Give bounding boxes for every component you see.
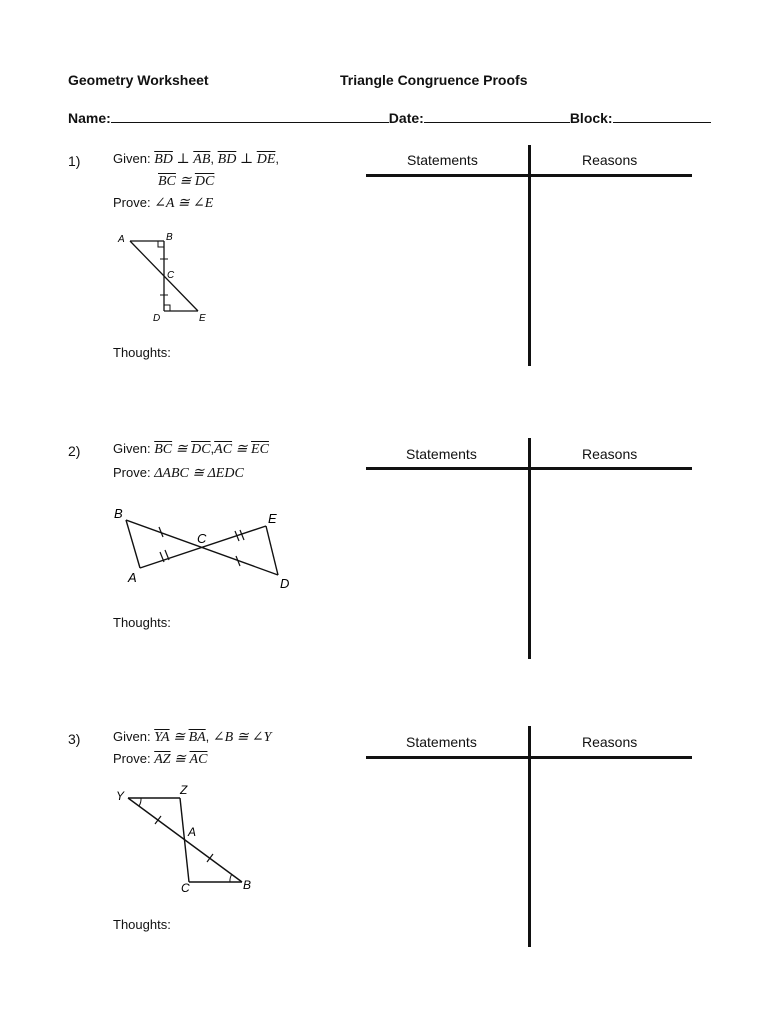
segment-az: $\overline{AZ}$	[154, 752, 171, 767]
problem-3-reasons-header: Reasons	[582, 734, 638, 750]
point-label-e: E	[268, 511, 277, 526]
point-label-d: D	[153, 313, 161, 324]
point-label-y: Y	[116, 789, 125, 803]
problem-1-given-line2	[158, 173, 214, 190]
point-label-a: A	[128, 570, 137, 585]
angle-arc-b	[230, 874, 232, 882]
date-label: Date:	[388, 110, 424, 126]
problem-1-reasons-header: Reasons	[582, 152, 638, 168]
segment-ed-line	[266, 526, 278, 575]
problem-3-statements-area[interactable]	[366, 762, 526, 946]
problem-3-thoughts: Thoughts:	[113, 917, 171, 932]
name-blank[interactable]	[111, 110, 389, 123]
prove-label: Prove:	[113, 195, 151, 210]
problem-2-reasons-header: Reasons	[582, 446, 638, 462]
prove-statement: ΔABC ≅ ΔEDC	[154, 466, 244, 481]
segment-dc: $\overline{DC}$	[194, 174, 215, 189]
problem-2-number: 2)	[68, 443, 81, 459]
problem-1-table-divider	[528, 145, 531, 366]
given-label: Given:	[113, 441, 151, 456]
problem-3-diagram	[110, 780, 260, 895]
block-label: Block:	[569, 110, 613, 126]
problem-1-reasons-area[interactable]	[533, 180, 691, 364]
segment-zc-line	[180, 798, 189, 882]
comma: ,	[210, 441, 215, 456]
problem-2-diagram	[108, 500, 298, 595]
problem-1-statements-header: Statements	[407, 152, 478, 168]
date-blank[interactable]	[424, 110, 570, 123]
problem-3-reasons-area[interactable]	[533, 762, 691, 946]
segment-bc: $\overline{BC}$	[158, 174, 176, 189]
given-label: Given:	[113, 151, 151, 166]
point-label-e: E	[199, 313, 206, 324]
given-angles: ∠B ≅ ∠Y	[212, 730, 272, 745]
point-label-b: B	[243, 878, 252, 892]
congruent-symbol: ≅	[179, 174, 192, 189]
segment-bc: $\overline{BC}$	[154, 442, 173, 457]
point-label-b: B	[166, 232, 173, 243]
point-label-c: C	[197, 531, 207, 546]
congruent-symbol: ≅	[175, 442, 188, 457]
problem-3-given	[113, 729, 271, 746]
segment-ba-line	[126, 520, 140, 568]
block-blank[interactable]	[613, 110, 711, 123]
problem-3-prove	[113, 751, 207, 768]
point-label-d: D	[280, 576, 290, 591]
point-label-z: Z	[180, 783, 188, 797]
problem-3-statements-header: Statements	[406, 734, 477, 750]
comma: ,	[210, 151, 215, 166]
segment-ec: $\overline{EC}$	[251, 442, 269, 457]
right-angle-mark	[164, 305, 170, 311]
right-angle-mark	[158, 241, 164, 247]
given-label: Given:	[113, 729, 151, 744]
prove-label: Prove:	[113, 751, 151, 766]
problem-2-reasons-area[interactable]	[533, 473, 691, 657]
prove-statement: ∠A ≅ ∠E	[154, 196, 214, 211]
segment-bd: $\overline{BD}$	[154, 152, 173, 167]
segment-ab: $\overline{AB}$	[193, 152, 211, 167]
problem-1-statements-area[interactable]	[366, 180, 526, 364]
problem-1-number: 1)	[68, 153, 81, 169]
segment-bd: $\overline{BD}$	[217, 152, 237, 167]
segment-ba: $\overline{BA}$	[188, 730, 206, 745]
problem-2-statements-header: Statements	[406, 446, 477, 462]
prove-label: Prove:	[113, 465, 151, 480]
comma: ,	[205, 729, 210, 744]
point-label-a: A	[118, 234, 125, 245]
name-label: Name:	[68, 110, 111, 126]
point-label-a: A	[188, 825, 197, 839]
problem-3-number: 3)	[68, 731, 81, 747]
worksheet-title: Geometry Worksheet	[68, 72, 209, 88]
problem-2-prove	[113, 465, 244, 482]
congruent-symbol: ≅	[235, 442, 248, 457]
problem-2-thoughts: Thoughts:	[113, 615, 171, 630]
problem-3-table-divider	[528, 726, 531, 947]
problem-1-prove	[113, 195, 213, 212]
point-label-b: B	[114, 506, 123, 521]
problem-1-thoughts: Thoughts:	[113, 345, 171, 360]
comma: ,	[275, 151, 280, 166]
problem-2-table-divider	[528, 438, 531, 659]
segment-ya: $\overline{YA}$	[154, 730, 170, 745]
tick-mark	[155, 816, 161, 824]
segment-ac: $\overline{AC}$	[214, 442, 233, 457]
segment-dc: $\overline{DC}$	[191, 442, 211, 457]
problem-1-given	[113, 151, 279, 168]
perpendicular-symbol: ⊥	[176, 152, 190, 167]
congruent-symbol: ≅	[174, 752, 186, 767]
problem-2-given	[113, 441, 269, 458]
angle-arc-y	[139, 798, 141, 806]
perpendicular-symbol: ⊥	[239, 152, 254, 167]
problem-1-diagram	[110, 225, 220, 325]
point-label-c: C	[167, 270, 175, 281]
topic-title: Triangle Congruence Proofs	[340, 72, 528, 88]
problem-2-statements-area[interactable]	[366, 473, 526, 657]
point-label-c: C	[181, 881, 190, 895]
segment-de: $\overline{DE}$	[256, 152, 276, 167]
congruent-symbol: ≅	[173, 730, 185, 745]
name-row	[68, 110, 711, 126]
segment-ac: $\overline{AC}$	[189, 752, 208, 767]
